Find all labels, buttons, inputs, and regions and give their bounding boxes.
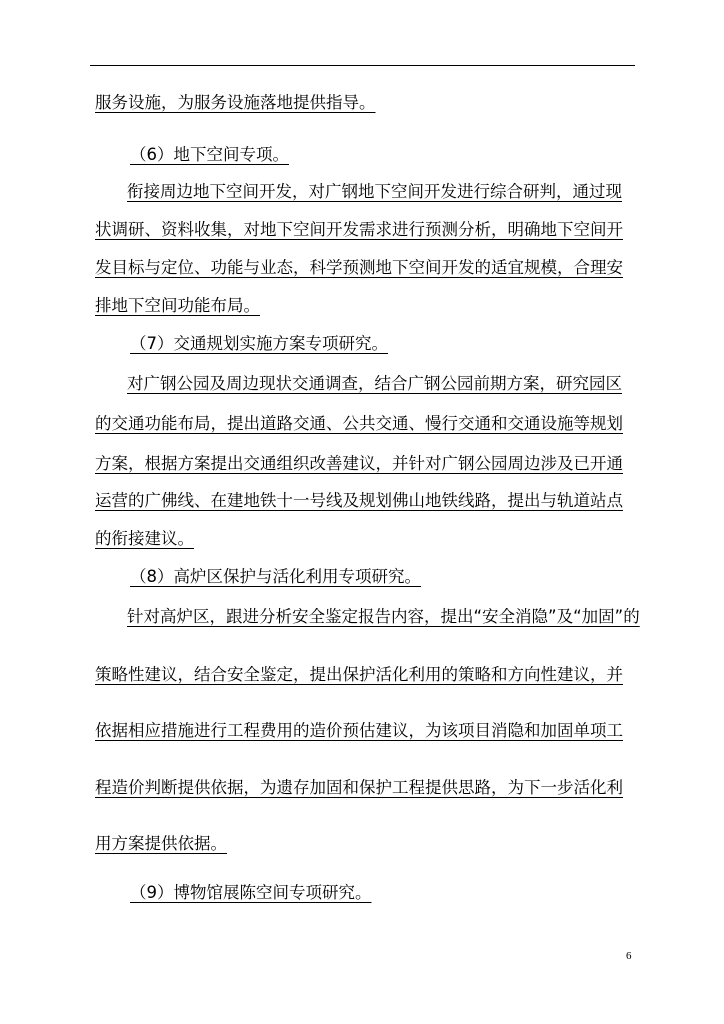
body-line: 针对高炉区，跟进分析安全鉴定报告内容，提出“安全消隐”及“加固”的 xyxy=(127,607,640,626)
body-line: 状调研、资料收集，对地下空间开发需求进行预测分析，明确地下空间开 xyxy=(95,220,623,239)
body-line: 用方案提供依据。 xyxy=(95,834,227,853)
section-heading: （7）交通规划实施方案专项研究。 xyxy=(130,334,388,353)
body-line: 的交通功能布局，提出道路交通、公共交通、慢行交通和交通设施等规划 xyxy=(95,414,623,433)
body-line: 服务设施，为服务设施落地提供指导。 xyxy=(95,93,376,112)
body-line: 运营的广佛线、在建地铁十一号线及规划佛山地铁线路，提出与轨道站点 xyxy=(95,491,623,510)
section-heading: （9）博物馆展陈空间专项研究。 xyxy=(130,883,372,902)
body-line: 的衔接建议。 xyxy=(95,529,194,548)
body-line: 排地下空间功能布局。 xyxy=(95,296,260,315)
section-heading: （8）高炉区保护与活化利用专项研究。 xyxy=(130,567,421,586)
body-line: 发目标与定位、功能与业态，科学预测地下空间开发的适宜规模，合理安 xyxy=(95,258,623,277)
body-line: 方案，根据方案提出交通组织改善建议，并针对广钢公园周边涉及已开通 xyxy=(95,454,623,473)
body-line: 衔接周边地下空间开发，对广钢地下空间开发进行综合研判，通过现 xyxy=(127,182,622,201)
body-line: 程造价判断提供依据，为遗存加固和保护工程提供思路，为下一步活化利 xyxy=(95,778,623,797)
section-heading: （6）地下空间专项。 xyxy=(130,145,289,164)
header-rule xyxy=(90,65,635,66)
body-line: 对广钢公园及周边现状交通调查，结合广钢公园前期方案，研究园区 xyxy=(127,374,622,393)
body-line: 策略性建议，结合安全鉴定，提出保护活化利用的策略和方向性建议，并 xyxy=(95,665,623,684)
body-line: 依据相应措施进行工程费用的造价预估建议，为该项目消隐和加固单项工 xyxy=(95,721,623,740)
page-number: 6 xyxy=(626,950,632,962)
